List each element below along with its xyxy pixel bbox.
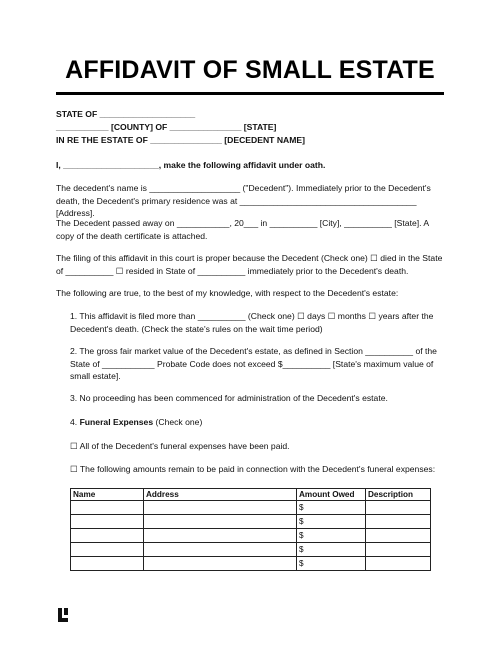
cell-address[interactable] (144, 515, 297, 529)
cell-address[interactable] (144, 529, 297, 543)
funeral-expenses-table (70, 488, 431, 571)
statements-intro: The following are true, to the best of my knowledge, with respect to the Decedent's estate: (56, 288, 399, 298)
oath-paragraph: I, ____________________, make the following affidavit under oath. (56, 160, 326, 170)
cell-name[interactable] (71, 543, 144, 557)
item-2-estate-value: 2. The gross fair market value of the Decedent's estate, as defined in Section __________ of the State of ___________ Probate Code does not exceed $__________ [State's maximum value of small estate]. (70, 346, 437, 381)
cell-amount[interactable]: $ (297, 557, 366, 571)
cell-address[interactable] (144, 543, 297, 557)
filing-paragraph: The filing of this affidavit in this court is proper because the Decedent (Check one) ☐ died in the State of __________ ☐ resided in State of __________ immediately prior to the Decedent's death. (56, 253, 443, 276)
col-header-amount: Amount Owed (297, 489, 366, 501)
cell-name[interactable] (71, 515, 144, 529)
col-header-description: Description (366, 489, 431, 501)
option-expenses-paid[interactable]: ☐ All of the Decedent's funeral expenses have been paid. (70, 441, 290, 451)
item-3-no-proceeding: 3. No proceeding has been commenced for administration of the Decedent's estate. (70, 393, 388, 403)
cell-name[interactable] (71, 529, 144, 543)
table-row (71, 515, 431, 529)
cell-amount[interactable]: $ (297, 529, 366, 543)
header-line-estate: IN RE THE ESTATE OF _______________ [DECEDENT NAME] (56, 135, 305, 145)
cell-description[interactable] (366, 557, 431, 571)
item-4-number: 4. (70, 417, 80, 427)
document-title: AFFIDAVIT OF SMALL ESTATE (65, 56, 435, 84)
col-header-name: Name (71, 489, 144, 501)
header-line-state: STATE OF ____________________ (56, 109, 196, 119)
table-header-row (71, 489, 431, 501)
cell-amount[interactable]: $ (297, 543, 366, 557)
cell-description[interactable] (366, 529, 431, 543)
decedent-name-paragraph: The decedent's name is ___________________ ("Decedent"). Immediately prior to the Decedent's death, the Decedent's primary residence was at _____________________________________ [Address]. (56, 183, 431, 218)
death-paragraph: The Decedent passed away on ___________, 20___ in __________ [City], __________ [State]. A copy of the death certificate is attached. (56, 218, 429, 241)
option-expenses-remaining[interactable]: ☐ The following amounts remain to be paid in connection with the Decedent's funeral expenses: (70, 464, 436, 474)
cell-name[interactable] (71, 557, 144, 571)
cell-amount[interactable]: $ (297, 501, 366, 515)
cell-description[interactable] (366, 543, 431, 557)
table-row (71, 557, 431, 571)
cell-name[interactable] (71, 501, 144, 515)
header-line-county: ___________ [COUNTY] OF _______________ [STATE] (56, 122, 277, 132)
item-4-label: Funeral Expenses (79, 417, 154, 427)
item-1-wait-period: 1. This affidavit is filed more than __________ (Check one) ☐ days ☐ months ☐ years after the Decedent's death. (Check the state's rules on the wait time period) (70, 311, 434, 334)
cell-description[interactable] (366, 515, 431, 529)
item-4-funeral-expenses (70, 416, 448, 429)
item-4-suffix: (Check one) (153, 417, 203, 427)
table-row (71, 529, 431, 543)
col-header-address: Address (144, 489, 297, 501)
cell-amount[interactable]: $ (297, 515, 366, 529)
cell-description[interactable] (366, 501, 431, 515)
cell-address[interactable] (144, 501, 297, 515)
brand-logo-icon (58, 608, 72, 622)
title-rule (56, 92, 444, 95)
table-row (71, 543, 431, 557)
table-row (71, 501, 431, 515)
cell-address[interactable] (144, 557, 297, 571)
